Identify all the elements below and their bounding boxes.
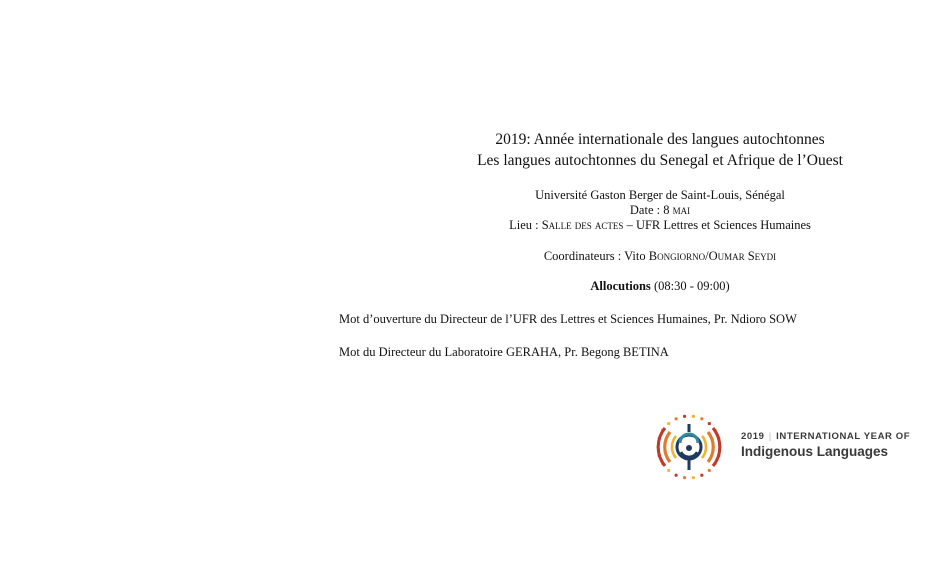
emblem-dot xyxy=(700,474,703,477)
logo-line2: Indigenous Languages xyxy=(741,444,889,459)
emblem-dot xyxy=(683,415,686,418)
place-line xyxy=(340,218,940,233)
university-line: Université Gaston Berger de Saint-Louis, Sénégal xyxy=(535,188,785,202)
place-rest: – UFR Lettres et Sciences Humaines xyxy=(623,218,811,232)
coordinator-name-2: Oumar Seydi xyxy=(708,249,777,263)
date-line xyxy=(340,203,940,218)
session-line xyxy=(340,279,940,294)
date-label: Date : xyxy=(629,203,664,217)
emblem-dot xyxy=(667,469,670,472)
iyil-emblem-icon xyxy=(656,414,736,480)
coordinator-name-1: Bongiorno xyxy=(648,249,706,263)
emblem-dot xyxy=(683,476,686,479)
emblem-dot xyxy=(692,476,695,479)
emblem-dot xyxy=(667,422,670,425)
emblem-dot xyxy=(675,474,678,477)
iyil-logo xyxy=(656,414,911,480)
place-room: Salle des actes xyxy=(541,218,624,232)
emblem-dot xyxy=(708,422,711,425)
session-time: (08:30 - 09:00) xyxy=(650,279,730,293)
logo-line1: INTERNATIONAL YEAR OF xyxy=(776,431,911,442)
logo-year: 2019 xyxy=(741,431,765,442)
emblem-dot xyxy=(708,469,711,472)
place-label: Lieu : xyxy=(509,218,542,232)
logo-year-line xyxy=(741,431,910,442)
logo-separator: | xyxy=(768,431,772,442)
date-value: 8 mai xyxy=(663,203,691,217)
session-title: Allocutions xyxy=(590,279,651,293)
coordinators-label: Coordinateurs : Vito xyxy=(543,249,649,263)
emblem-dot xyxy=(675,417,678,420)
event-title: 2019: Année internationale des langues autochtonnes xyxy=(495,131,825,148)
coordinators-line xyxy=(340,249,940,264)
emblem-dot xyxy=(692,415,695,418)
speech-item-1: Mot d’ouverture du Directeur de l’UFR des Lettres et Sciences Humaines, Pr. Ndioro SOW xyxy=(339,312,797,326)
coordinator-sep: / xyxy=(705,249,709,263)
event-subtitle: Les langues autochtonnes du Senegal et Afrique de l’Ouest xyxy=(477,152,843,169)
speech-item-2: Mot du Directeur du Laboratoire GERAHA, Pr. Begong BETINA xyxy=(339,345,669,359)
emblem-dot xyxy=(700,417,703,420)
